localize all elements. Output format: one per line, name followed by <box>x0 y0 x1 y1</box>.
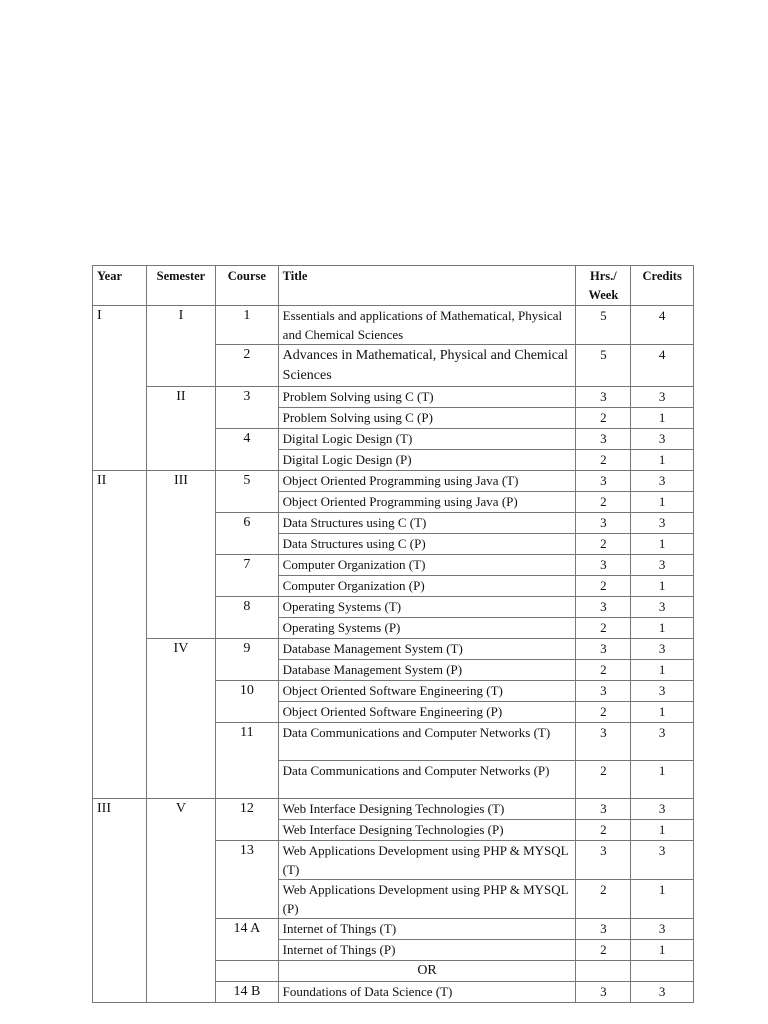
course-cell: 14 A <box>216 919 279 961</box>
hrs-cell: 3 <box>576 799 631 820</box>
credits-cell: 3 <box>631 982 694 1003</box>
header-course: Course <box>216 266 279 306</box>
table-row <box>93 799 694 820</box>
table-row <box>93 471 694 492</box>
title-cell: Internet of Things (P) <box>278 940 576 961</box>
hrs-cell: 3 <box>576 681 631 702</box>
credits-cell: 3 <box>631 723 694 761</box>
header-hrs-week: Hrs./ Week <box>576 266 631 306</box>
title-cell: Object Oriented Programming using Java (P) <box>278 492 576 513</box>
hrs-cell: 2 <box>576 660 631 681</box>
credits-cell: 1 <box>631 408 694 429</box>
table-row <box>93 387 694 408</box>
credits-cell: 1 <box>631 940 694 961</box>
hrs-cell: 5 <box>576 306 631 345</box>
credits-cell: 1 <box>631 492 694 513</box>
hrs-cell: 2 <box>576 450 631 471</box>
hrs-cell: 3 <box>576 639 631 660</box>
title-cell: Computer Organization (P) <box>278 576 576 597</box>
course-cell: 12 <box>216 799 279 841</box>
title-cell: Data Communications and Computer Networks (T) <box>278 723 576 761</box>
semester-cell: I <box>146 306 215 387</box>
title-cell: Data Structures using C (T) <box>278 513 576 534</box>
title-cell: Web Applications Development using PHP & MYSQL (P) <box>278 880 576 919</box>
title-cell: Object Oriented Software Engineering (T) <box>278 681 576 702</box>
title-cell: Database Management System (T) <box>278 639 576 660</box>
course-cell: 11 <box>216 723 279 799</box>
credits-cell: 1 <box>631 576 694 597</box>
header-year: Year <box>93 266 147 306</box>
hrs-cell: 2 <box>576 618 631 639</box>
title-cell: Digital Logic Design (P) <box>278 450 576 471</box>
hrs-cell: 3 <box>576 555 631 576</box>
course-cell-empty <box>216 961 279 982</box>
course-cell: 9 <box>216 639 279 681</box>
credits-cell: 3 <box>631 639 694 660</box>
year-cell: II <box>93 471 147 799</box>
title-cell: Data Structures using C (P) <box>278 534 576 555</box>
semester-cell: V <box>146 799 215 1003</box>
course-cell: 4 <box>216 429 279 471</box>
credits-cell: 3 <box>631 471 694 492</box>
hrs-cell <box>576 961 631 982</box>
course-cell: 1 <box>216 306 279 345</box>
hrs-cell: 3 <box>576 841 631 880</box>
hrs-cell: 2 <box>576 576 631 597</box>
hrs-cell: 3 <box>576 387 631 408</box>
credits-cell: 3 <box>631 429 694 450</box>
credits-cell: 3 <box>631 799 694 820</box>
table-row <box>93 306 694 345</box>
semester-cell: IV <box>146 639 215 799</box>
credits-cell: 1 <box>631 880 694 919</box>
credits-cell: 3 <box>631 513 694 534</box>
title-cell: Object Oriented Programming using Java (T) <box>278 471 576 492</box>
credits-cell: 1 <box>631 702 694 723</box>
title-cell: Foundations of Data Science (T) <box>278 982 576 1003</box>
hrs-cell: 2 <box>576 940 631 961</box>
course-cell: 5 <box>216 471 279 513</box>
curriculum-table <box>92 265 694 1003</box>
course-cell: 13 <box>216 841 279 919</box>
hrs-cell: 3 <box>576 919 631 940</box>
title-cell: Data Communications and Computer Networks (P) <box>278 761 576 799</box>
credits-cell: 3 <box>631 681 694 702</box>
credits-cell: 3 <box>631 919 694 940</box>
hrs-cell: 2 <box>576 702 631 723</box>
course-cell: 8 <box>216 597 279 639</box>
title-cell: Internet of Things (T) <box>278 919 576 940</box>
hrs-cell: 2 <box>576 820 631 841</box>
year-cell: III <box>93 799 147 1003</box>
credits-cell: 3 <box>631 841 694 880</box>
credits-cell: 1 <box>631 618 694 639</box>
title-cell: Web Applications Development using PHP & MYSQL (T) <box>278 841 576 880</box>
or-separator: OR <box>278 961 576 982</box>
header-credits: Credits <box>631 266 694 306</box>
credits-cell: 4 <box>631 345 694 387</box>
title-cell: Problem Solving using C (P) <box>278 408 576 429</box>
title-cell: Web Interface Designing Technologies (T) <box>278 799 576 820</box>
title-cell: Computer Organization (T) <box>278 555 576 576</box>
hrs-cell: 3 <box>576 429 631 450</box>
hrs-cell: 2 <box>576 492 631 513</box>
title-cell: Problem Solving using C (T) <box>278 387 576 408</box>
credits-cell: 4 <box>631 306 694 345</box>
hrs-cell: 2 <box>576 761 631 799</box>
course-cell: 7 <box>216 555 279 597</box>
hrs-cell: 2 <box>576 408 631 429</box>
credits-cell: 1 <box>631 450 694 471</box>
title-cell: Essentials and applications of Mathematical, Physical and Chemical Sciences <box>278 306 576 345</box>
table-row <box>93 639 694 660</box>
title-cell: Digital Logic Design (T) <box>278 429 576 450</box>
course-cell: 10 <box>216 681 279 723</box>
course-cell: 2 <box>216 345 279 387</box>
title-cell: Object Oriented Software Engineering (P) <box>278 702 576 723</box>
course-cell: 3 <box>216 387 279 429</box>
hrs-cell: 5 <box>576 345 631 387</box>
credits-cell <box>631 961 694 982</box>
credits-cell: 1 <box>631 820 694 841</box>
title-cell: Advances in Mathematical, Physical and Chemical Sciences <box>278 345 576 387</box>
year-cell: I <box>93 306 147 471</box>
hrs-cell: 3 <box>576 513 631 534</box>
course-cell: 6 <box>216 513 279 555</box>
hrs-cell: 3 <box>576 982 631 1003</box>
credits-cell: 3 <box>631 387 694 408</box>
header-semester: Semester <box>146 266 215 306</box>
header-row <box>93 266 694 306</box>
course-cell: 14 B <box>216 982 279 1003</box>
hrs-cell: 3 <box>576 597 631 618</box>
title-cell: Database Management System (P) <box>278 660 576 681</box>
hrs-cell: 3 <box>576 471 631 492</box>
semester-cell: II <box>146 387 215 471</box>
hrs-cell: 2 <box>576 534 631 555</box>
semester-cell: III <box>146 471 215 639</box>
credits-cell: 1 <box>631 761 694 799</box>
header-title: Title <box>278 266 576 306</box>
title-cell: Web Interface Designing Technologies (P) <box>278 820 576 841</box>
hrs-cell: 3 <box>576 723 631 761</box>
credits-cell: 1 <box>631 534 694 555</box>
credits-cell: 1 <box>631 660 694 681</box>
hrs-cell: 2 <box>576 880 631 919</box>
title-cell: Operating Systems (T) <box>278 597 576 618</box>
credits-cell: 3 <box>631 555 694 576</box>
title-cell: Operating Systems (P) <box>278 618 576 639</box>
credits-cell: 3 <box>631 597 694 618</box>
